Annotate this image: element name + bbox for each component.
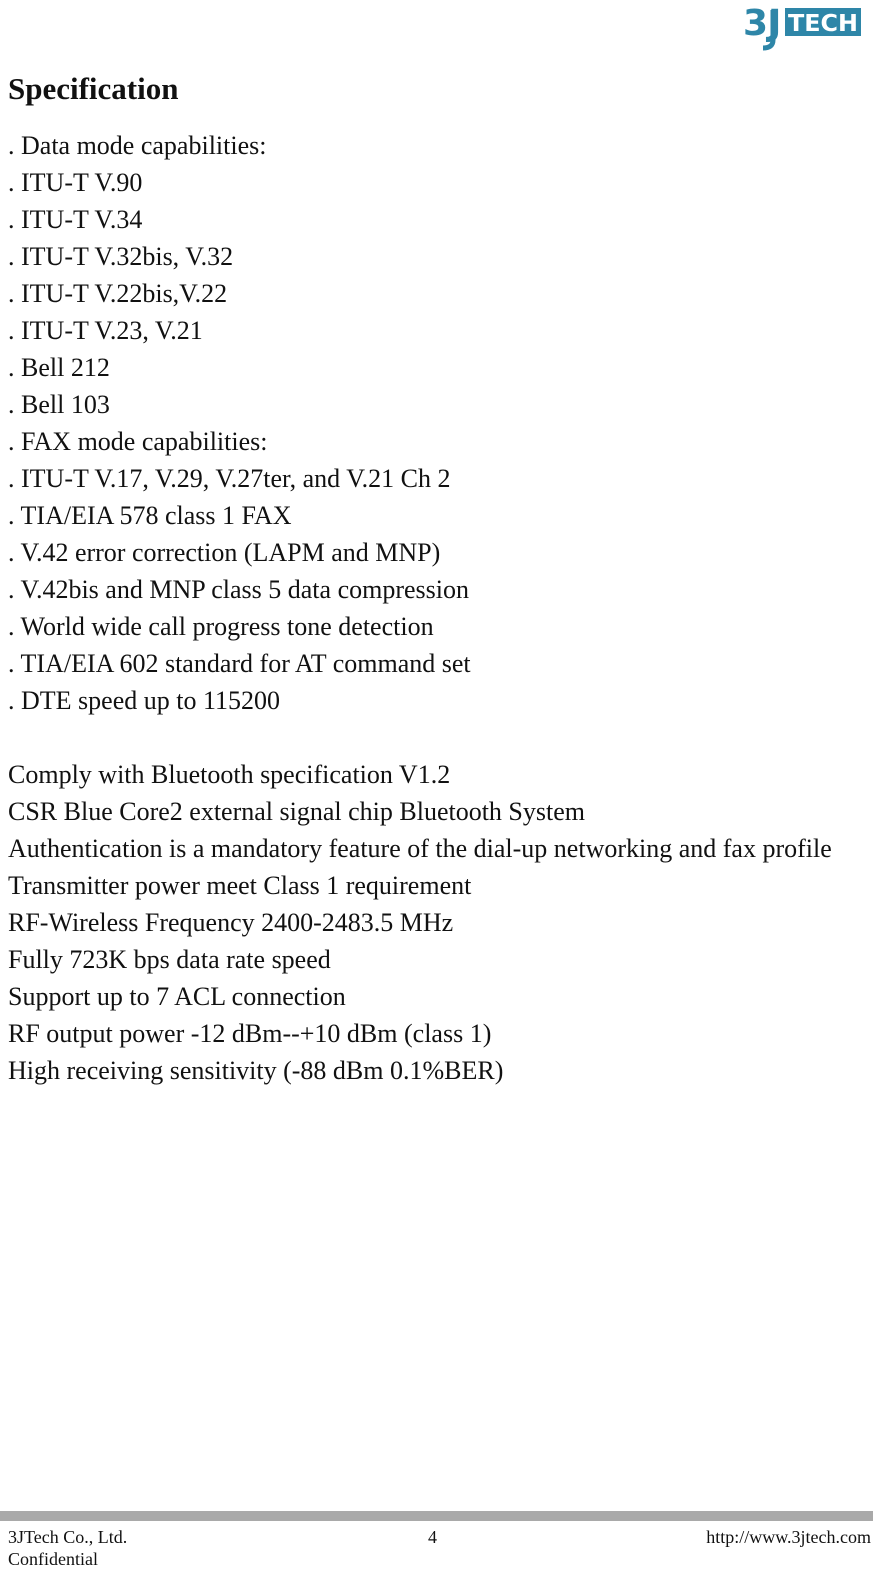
footer-company: 3JTech Co., Ltd. (8, 1527, 128, 1547)
spec-content (8, 127, 865, 1089)
bluetooth-line: Fully 723K bps data rate speed (8, 945, 331, 974)
footer-url[interactable]: http://www.3jtech.com (706, 1527, 871, 1547)
spec-line: . Bell 212 (8, 353, 110, 382)
bluetooth-line: Support up to 7 ACL connection (8, 982, 346, 1011)
bluetooth-line: High receiving sensitivity (-88 dBm 0.1%BER) (8, 1056, 504, 1085)
spec-line: . Bell 103 (8, 390, 110, 419)
spec-line: . ITU-T V.90 (8, 168, 143, 197)
bluetooth-line: Comply with Bluetooth specification V1.2 (8, 760, 451, 789)
page-title: Specification (8, 71, 179, 106)
spec-line: . ITU-T V.34 (8, 205, 143, 234)
spec-line: . V.42 error correction (LAPM and MNP) (8, 538, 441, 567)
bluetooth-list (8, 756, 865, 1089)
bluetooth-line: Authentication is a mandatory feature of the dial-up networking and fax profile (8, 834, 832, 863)
section-gap (8, 719, 865, 756)
spec-line: . Data mode capabilities: (8, 131, 267, 160)
spec-line: . ITU-T V.22bis,V.22 (8, 279, 228, 308)
spec-line: . DTE speed up to 115200 (8, 686, 280, 715)
spec-line: . ITU-T V.23, V.21 (8, 316, 203, 345)
bluetooth-line: RF output power -12 dBm--+10 dBm (class 1) (8, 1019, 492, 1048)
data-mode-list (8, 127, 865, 719)
logo-3j: 3J (743, 3, 782, 44)
bluetooth-line: Transmitter power meet Class 1 requirement (8, 871, 472, 900)
spec-line: . World wide call progress tone detection (8, 612, 434, 641)
spec-line: . FAX mode capabilities: (8, 427, 268, 456)
spec-line: . TIA/EIA 602 standard for AT command set (8, 649, 471, 678)
spec-line: . TIA/EIA 578 class 1 FAX (8, 501, 292, 530)
footer-page-number: 4 (428, 1527, 437, 1547)
spec-line: . ITU-T V.32bis, V.32 (8, 242, 234, 271)
spec-line: . ITU-T V.17, V.29, V.27ter, and V.21 Ch 2 (8, 464, 451, 493)
company-logo (743, 0, 863, 52)
bluetooth-line: CSR Blue Core2 external signal chip Bluetooth System (8, 797, 586, 826)
footer-divider (0, 1511, 873, 1521)
logo-tech: TECH (788, 11, 858, 37)
bluetooth-line: RF-Wireless Frequency 2400-2483.5 MHz (8, 908, 454, 937)
footer-confidential: Confidential (8, 1549, 98, 1569)
spec-line: . V.42bis and MNP class 5 data compression (8, 575, 469, 604)
